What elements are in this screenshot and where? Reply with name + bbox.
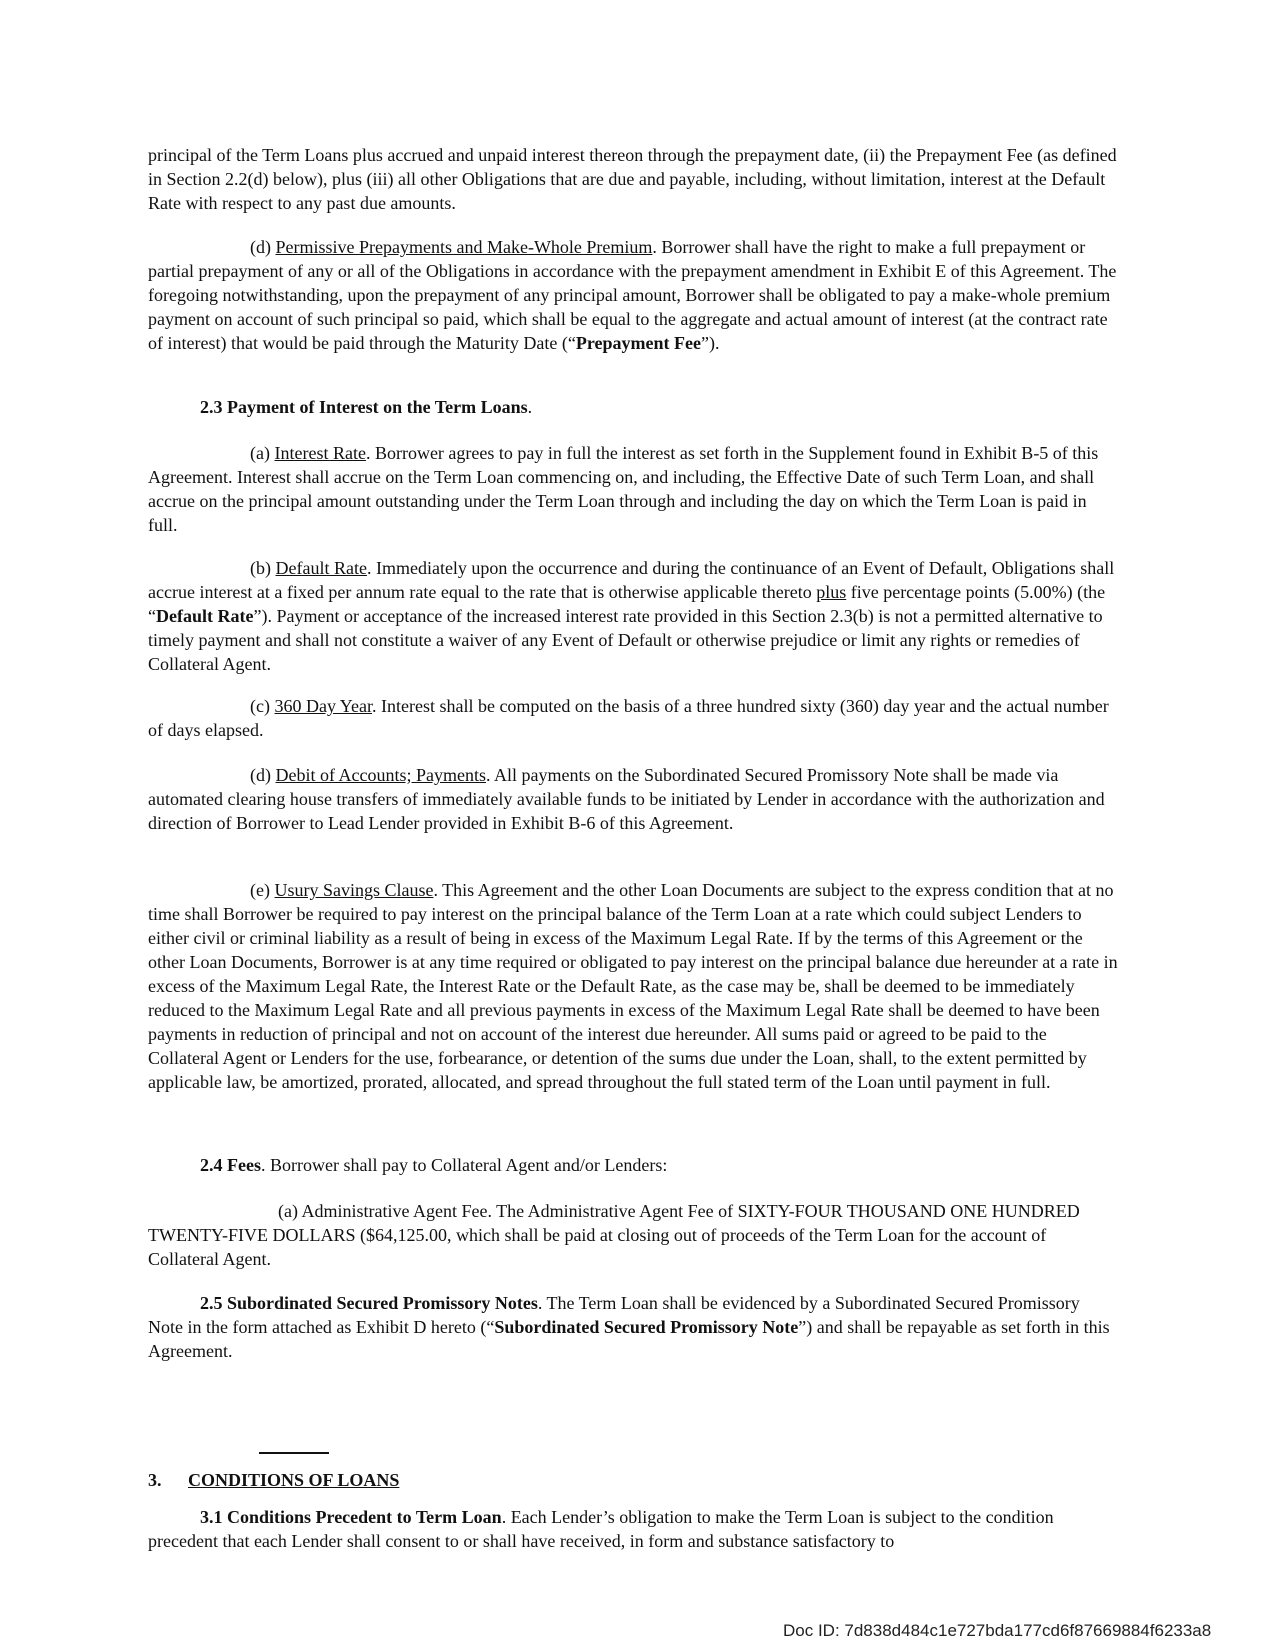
- paragraph-2-3-a: (a) Interest Rate. Borrower agrees to pay in full the interest as set forth in the Supplement found in Exhibit B-5 of this Agreement. Interest shall accrue on the Term Loan commencing on, and including, the Effective Date of such Term Loan, and shall accrue on the principal amount outstanding under the Term Loan through and including the day on which the Term Loan is paid in full.: [148, 443, 1099, 535]
- doc-id-footer: Doc ID: 7d838d484c1e727bda177cd6f87669884f6233a8: [783, 1621, 1212, 1640]
- paragraph-2-3-d: (d) Debit of Accounts; Payments. All payments on the Subordinated Secured Promissory Note shall be made via automated clearing house transfers of immediately available funds to be initiated by Lender in accordance with the authorization and direction of Borrower to Lead Lender provided in Exhibit B-6 of this Agreement.: [148, 765, 1105, 833]
- paragraph-2-3-b: (b) Default Rate. Immediately upon the occurrence and during the continuance of an Event of Default, Obligations shall accrue interest at a fixed per annum rate equal to the rate that is otherwise applicable thereto plus five percentage points (5.00%) (the “Default Rate”). Payment or acceptance of the increased interest rate provided in this Section 2.3(b) is not a permitted alternative to timely payment and shall not constitute a waiver of any Event of Default or otherwise prejudice or limit any rights or remedies of Collateral Agent.: [148, 558, 1115, 674]
- heading-interest-rate: Interest Rate: [274, 443, 366, 463]
- section-3-heading: 3. CONDITIONS OF LOANS: [148, 1470, 400, 1490]
- section-2-5: 2.5 Subordinated Secured Promissory Notes. The Term Loan shall be evidenced by a Subordinated Secured Promissory Note in the form attached as Exhibit D hereto (“Subordinated Secured Promissory Note”) and shall be repayable as set forth in this Agreement.: [148, 1293, 1110, 1361]
- heading-usury-savings-clause: Usury Savings Clause: [274, 880, 434, 900]
- heading-default-rate: Default Rate: [275, 558, 367, 578]
- section-2-3-heading: 2.3 Payment of Interest on the Term Loans.: [200, 397, 533, 417]
- defined-term-prepayment-fee: Prepayment Fee: [575, 333, 702, 353]
- divider-rule: [259, 1452, 329, 1454]
- paragraph-2-3-e: (e) Usury Savings Clause. This Agreement and the other Loan Documents are subject to the express condition that at no time shall Borrower be required to pay interest on the principal balance of the Term Loan at a rate which could subject Lenders to either civil or criminal liability as a result of being in excess of the Maximum Legal Rate. If by the terms of this Agreement or the other Loan Documents, Borrower is at any time required or obligated to pay interest on the principal balance due hereunder at a rate in excess of the Maximum Legal Rate, the Interest Rate or the Default Rate, as the case may be, shall be deemed to be immediately reduced to the Maximum Legal Rate and all previous payments in excess of the Maximum Legal Rate shall be deemed to have been payments in reduction of principal and not on account of the interest due hereunder. All sums paid or agreed to be paid to the Collateral Agent or Lenders for the use, forbearance, or detention of the sums due under the Loan, shall, to the extent permitted by applicable law, be amortized, prorated, allocated, and spread throughout the full stated term of the Loan until payment in full.: [148, 880, 1118, 1092]
- heading-permissive-prepayments: Permissive Prepayments and Make-Whole Premium: [275, 237, 653, 257]
- paragraph-2-2-d: (d) Permissive Prepayments and Make-Whole Premium. Borrower shall have the right to make a full prepayment or partial prepayment of any or all of the Obligations in accordance with the prepayment amendment in Exhibit E of this Agreement. The foregoing notwithstanding, upon the prepayment of any principal amount, Borrower shall be obligated to pay a make-whole premium payment on account of such principal so paid, which shall be equal to the aggregate and actual amount of interest (at the contract rate of interest) that would be paid through the Maturity Date (“Prepayment Fee”).: [148, 237, 1117, 353]
- section-2-4-heading: 2.4 Fees. Borrower shall pay to Collateral Agent and/or Lenders:: [200, 1155, 668, 1175]
- section-3-1: 3.1 Conditions Precedent to Term Loan. Each Lender’s obligation to make the Term Loan is subject to the condition precedent that each Lender shall consent to or shall have received, in form and substance satisfactory to: [148, 1507, 1054, 1551]
- paragraph-2-4-a: (a) Administrative Agent Fee. The Administrative Agent Fee of SIXTY-FOUR THOUSAND ONE HUNDRED TWENTY-FIVE DOLLARS ($64,125.00, which shall be paid at closing out of proceeds of the Term Loan for the account of Collateral Agent.: [148, 1201, 1080, 1269]
- paragraph-2-3-c: (c) 360 Day Year. Interest shall be computed on the basis of a three hundred sixty (360) day year and the actual number of days elapsed.: [148, 696, 1109, 740]
- defined-term-promissory-note: Subordinated Secured Promissory Note: [494, 1317, 799, 1337]
- heading-debit-of-accounts: Debit of Accounts; Payments: [275, 765, 486, 785]
- paragraph-intro: principal of the Term Loans plus accrued and unpaid interest thereon through the prepayment date, (ii) the Prepayment Fee (as defined in Section 2.2(d) below), plus (iii) all other Obligations that are due and payable, including, without limitation, interest at the Default Rate with respect to any past due amounts.: [148, 145, 1117, 213]
- defined-term-default-rate: Default Rate: [156, 606, 254, 626]
- heading-360-day-year: 360 Day Year: [274, 696, 372, 716]
